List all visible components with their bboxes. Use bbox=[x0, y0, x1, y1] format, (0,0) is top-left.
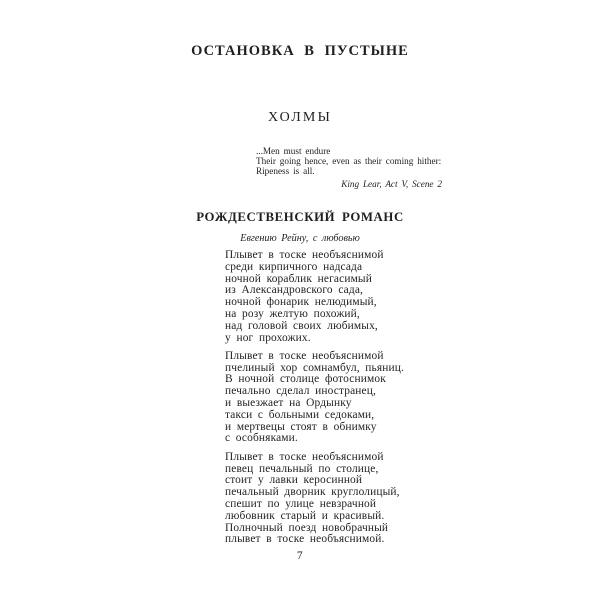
poem-line: среди кирпичного надсада bbox=[225, 260, 363, 273]
poem-line: такси с больными седоками, bbox=[225, 408, 375, 421]
poem-line: и мертвецы стоят в обнимку bbox=[225, 420, 377, 433]
section-title: ХОЛМЫ bbox=[268, 110, 332, 125]
poem-stanza bbox=[225, 452, 404, 546]
poem-line: у ног прохожих. bbox=[225, 331, 311, 344]
poem-line: спешит по улице невзрачной bbox=[225, 497, 377, 510]
poem-line: плывет в тоске необъяснимой. bbox=[225, 533, 385, 546]
page-number: 7 bbox=[296, 550, 304, 562]
book-title: ОСТАНОВКА В ПУСТЫНЕ bbox=[191, 43, 409, 59]
poem-line: стоит у лавки керосинной bbox=[225, 474, 363, 487]
poem-text bbox=[225, 250, 404, 553]
poem-line: В ночной столице фотоснимок bbox=[225, 373, 386, 386]
poem-line: любовник старый и красивый. bbox=[225, 509, 385, 522]
poem-line: на розу желтую похожий, bbox=[225, 307, 360, 320]
poem-line: из Александровского сада, bbox=[225, 284, 364, 297]
poem-line: и выезжает на Ордынку bbox=[225, 397, 352, 410]
poem-line: Плывет в тоске необъяснимой bbox=[225, 450, 384, 463]
poem-line: с особняками. bbox=[225, 432, 298, 445]
poem-line: ночной фонарик нелюдимый, bbox=[225, 296, 377, 309]
epigraph-lines bbox=[256, 146, 442, 177]
poem-stanza bbox=[225, 250, 404, 344]
poem-dedication: Евгению Рейну, с любовью bbox=[240, 233, 360, 244]
poem-stanza bbox=[225, 351, 404, 445]
epigraph-line: Ripeness is all. bbox=[256, 166, 315, 177]
poem-line: ночной кораблик негасимый bbox=[225, 272, 372, 285]
epigraph-line: ...Men must endure bbox=[256, 146, 331, 156]
poem-line: Полночный поезд новобрачный bbox=[225, 521, 389, 534]
poem-line: над головой своих любимых, bbox=[225, 319, 378, 332]
epigraph-line: Their going hence, even as their coming hither: bbox=[256, 156, 442, 167]
poem-line: Плывет в тоске необъяснимой bbox=[225, 249, 384, 261]
poem-line: певец печальный по столице, bbox=[225, 462, 379, 475]
poem-line: печально сделал иностранец, bbox=[225, 385, 376, 398]
epigraph bbox=[256, 146, 442, 189]
poem-line: печальный дворник круглолицый, bbox=[225, 486, 400, 499]
epigraph-attribution: King Lear, Act V, Scene 2 bbox=[341, 178, 442, 189]
poem-line: Плывет в тоске необъяснимой bbox=[225, 349, 384, 362]
poem-title: РОЖДЕСТВЕНСКИЙ РОМАНС bbox=[196, 210, 404, 224]
poem-line: пчелиный хор сомнамбул, пьяниц. bbox=[225, 361, 405, 374]
